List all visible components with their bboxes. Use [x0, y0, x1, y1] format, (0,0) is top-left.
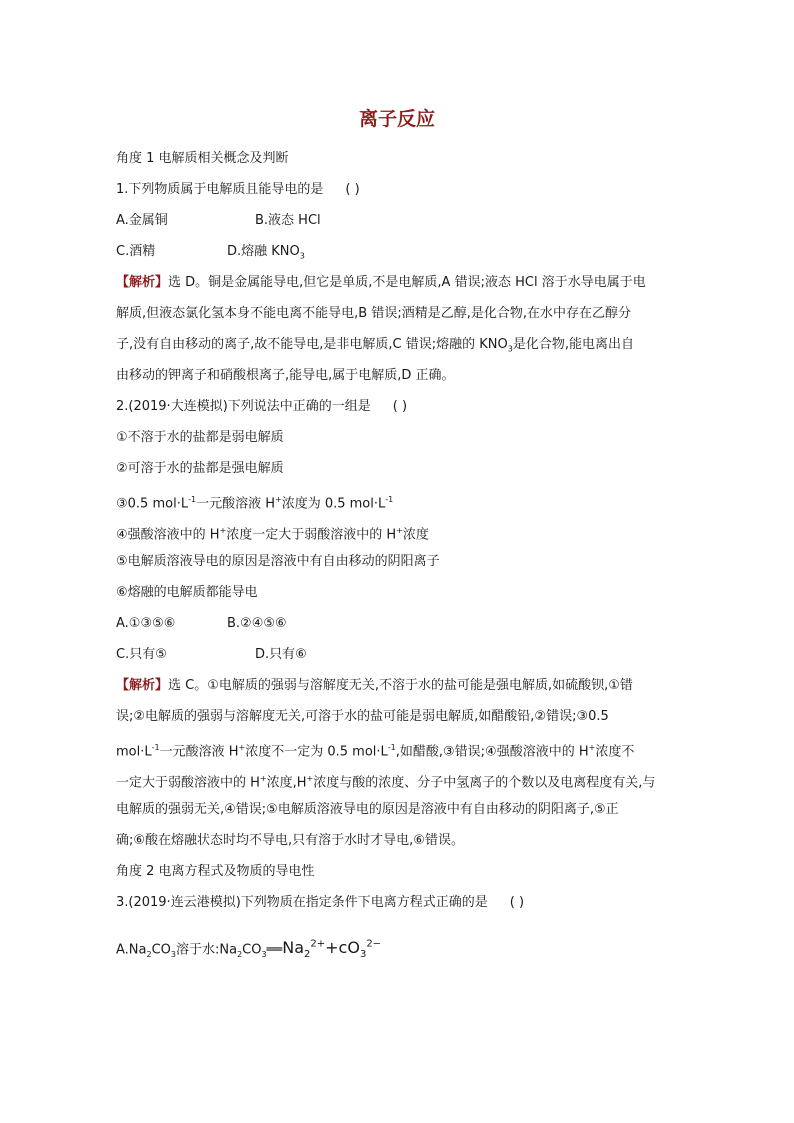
- answer-2-line-1: 【解析】选 C。①电解质的强弱与溶解度无关,不溶于水的盐可能是强电解质,如硫酸钡,①错: [116, 678, 633, 693]
- statement-3: ③0.5 $mol\cdot L^{-1}$一元酸溶液 H+浓度为 0.5 $mol\cdot L^{-1}$: [116, 495, 394, 512]
- question-2-stem: 2.(2019·大连模拟)下列说法中正确的一组是 ( ): [116, 399, 408, 414]
- answer-2-line-3: $mol\cdot L^{-1}$一元酸溶液 H+浓度不一定为 0.5 $mol\cdot L^{-1}$,如醋酸,③错误;④强酸溶液中的 H+浓度不: [116, 743, 635, 760]
- answer-1-line-3: 子,没有自由移动的离子,故不能导电,是非电解质,C 错误;熔融的 $KNO_3$是化合物,能电离出自: [116, 337, 634, 354]
- question-1-options-ab: [116, 205, 691, 236]
- option-c: C.只有⑤: [116, 647, 167, 662]
- section-heading-1: 角度 1 电解质相关概念及判断: [116, 151, 289, 166]
- option-a: A.①③⑤⑥: [116, 616, 176, 631]
- page-title: 离子反应: [358, 108, 435, 130]
- answer-2-line-2: 误;②电解质的强弱与溶解度无关,可溶于水的盐可能是弱电解质,如醋酸铅,②错误;③0.5: [116, 709, 609, 724]
- option-a: A.金属铜: [116, 213, 168, 228]
- answer-2-line-5: 电解质的强弱无关,④错误;⑤电解质溶液导电的原因是溶液中有自由移动的阴阳离子,⑤正: [116, 802, 619, 817]
- question-2-options-cd: [116, 639, 691, 670]
- answer-2-line-6: 确;⑥酸在熔融状态时均不导电,只有溶于水时才导电,⑥错误。: [116, 833, 464, 848]
- question-3-option-a: $A.Na_2CO_3$溶于水$:Na_2CO_3══Na_2^{2+}+cO_3^{2-}$: [116, 938, 382, 961]
- statement-2: ②可溶于水的盐都是强电解质: [116, 461, 284, 476]
- question-3-stem: 3.(2019·连云港模拟)下列物质在指定条件下电离方程式正确的是 ( ): [116, 895, 525, 910]
- statement-6: ⑥熔融的电解质都能导电: [116, 585, 258, 600]
- equals-arrow: ══: [266, 942, 283, 958]
- answer-2-line-4: 一定大于弱酸溶液中的 H+浓度,H+浓度与酸的浓度、分子中氢离子的个数以及电离程度有关,与: [116, 774, 656, 791]
- statement-5: ⑤电解质溶液导电的原因是溶液中有自由移动的阴阳离子: [116, 554, 440, 569]
- ion-formula: $Na_2^{2+}+cO_3^{2-}$: [282, 938, 382, 961]
- section-heading-2: 角度 2 电离方程式及物质的导电性: [116, 864, 315, 879]
- option-b: B.②④⑤⑥: [227, 616, 287, 631]
- option-b: B.液态 HCl: [255, 213, 321, 228]
- statement-1: ①不溶于水的盐都是弱电解质: [116, 430, 284, 445]
- answer-1-line-1: 【解析】选 D。铜是金属能导电,但它是单质,不是电解质,A 错误;液态 HCl 溶于水导电属于电: [116, 275, 646, 290]
- question-1-options-cd: [116, 236, 691, 267]
- answer-1-line-4: 由移动的钾离子和硝酸根离子,能导电,属于电解质,D 正确。: [116, 368, 455, 383]
- option-d: D.熔融 $KNO_3$: [227, 244, 305, 261]
- answer-1-line-2: 解质,但液态氯化氢本身不能电离不能导电,B 错误;酒精是乙醇,是化合物,在水中存在乙醇分: [116, 306, 631, 321]
- question-2-options-ab: [116, 608, 691, 639]
- answer-tag: 【解析】: [116, 678, 169, 693]
- question-1-stem: 1.下列物质属于电解质且能导电的是 ( ): [116, 182, 360, 197]
- content-body: [116, 143, 691, 972]
- answer-tag: 【解析】: [116, 275, 169, 290]
- option-c: C.酒精: [116, 244, 156, 259]
- statement-4: ④强酸溶液中的 H+浓度一定大于弱酸溶液中的 H+浓度: [116, 526, 429, 543]
- option-d: D.只有⑥: [255, 647, 307, 662]
